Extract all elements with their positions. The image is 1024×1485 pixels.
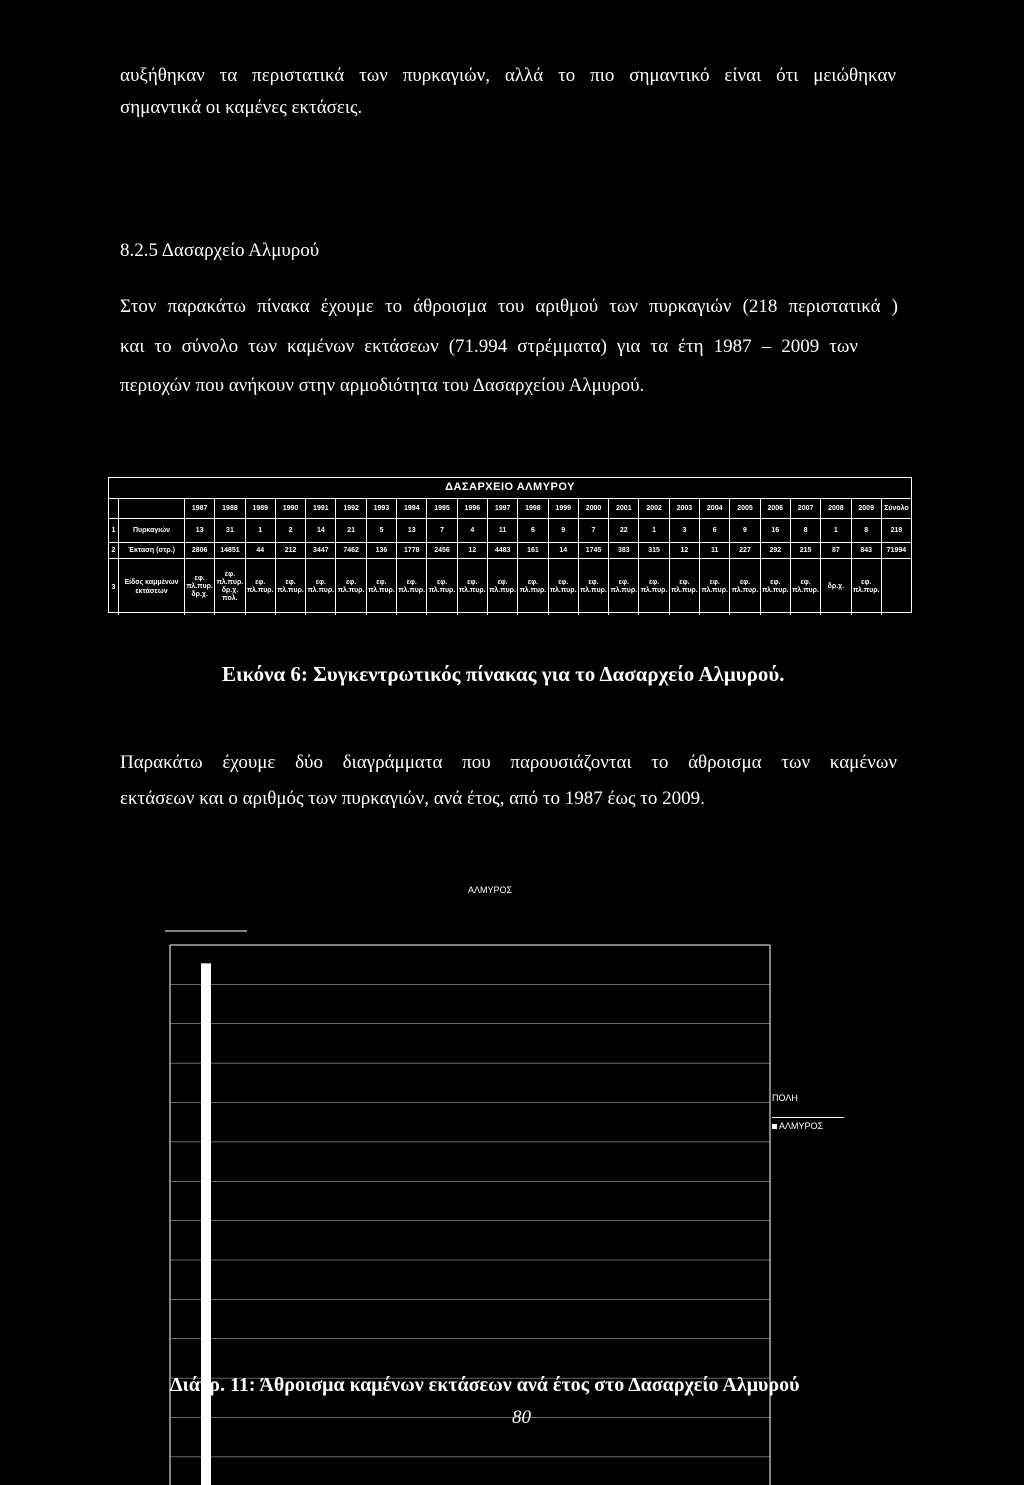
table-cell: 1 <box>639 519 669 542</box>
table-cell: 9 <box>549 519 579 542</box>
table-cell: 6 <box>518 519 548 542</box>
table-cell: 1 <box>246 519 276 542</box>
chart-title: ΑΛΜΥΡΟΣ <box>467 885 513 895</box>
table-header-year: 1995 <box>427 499 457 518</box>
para2-line-2: εκτάσεων και ο αριθμός των πυρκαγιών, ανά έτος, από το 1987 έως το 2009. <box>120 788 705 809</box>
legend-title: ΠΟΛΗ <box>772 1093 798 1103</box>
table-header-year: 1990 <box>276 499 306 518</box>
table-cell: 8 <box>852 519 882 542</box>
table-cell-total: 218 <box>890 526 903 534</box>
table-cell: εφ. πλ.πυρ. <box>579 559 609 615</box>
table-header-year: 1989 <box>246 499 276 518</box>
page-number: 80 <box>512 1407 531 1428</box>
table-cell: εφ. πλ.πυρ. <box>367 559 397 615</box>
table-cell: εφ. πλ.πυρ. <box>276 559 306 615</box>
table-cell: εφ. πλ.πυρ. <box>427 559 457 615</box>
table-cell: 31 <box>215 519 245 542</box>
table-header-year: 1991 <box>306 499 336 518</box>
table-header-year: 2008 <box>821 499 851 518</box>
table-header-year: 1987 <box>185 499 215 518</box>
table-cell: εφ. πλ.πυρ. <box>397 559 427 615</box>
table-cell: εφ. πλ.πυρ. <box>609 559 639 615</box>
table-header-year: 1998 <box>518 499 548 518</box>
para2-line-1: Παρακάτω έχουμε δύο διαγράμματα που παρουσιάζονται το άθροισμα των καμένων <box>120 752 897 773</box>
table-cell: 843 <box>852 543 882 558</box>
table-header-year: 2009 <box>852 499 882 518</box>
table-cell: 2 <box>276 519 306 542</box>
table-cell: 22 <box>609 519 639 542</box>
table-cell-index: 3 <box>109 559 119 615</box>
table-header-year: 1997 <box>488 499 518 518</box>
table-cell: εφ. πλ.πυρ. <box>549 559 579 615</box>
table-cell: εφ. πλ.πυρ. <box>488 559 518 615</box>
table-cell-label: Πυρκαγιών <box>119 519 185 542</box>
table-cell: εφ. πλ.πυρ. <box>730 559 760 615</box>
table-cell: 14 <box>549 543 579 558</box>
table-header-year: 2001 <box>609 499 639 518</box>
table-cell: 383 <box>609 543 639 558</box>
table-header-year: 2000 <box>579 499 609 518</box>
table-cell: 7 <box>427 519 457 542</box>
table-title: ΔΑΣΑΡΧΕΙΟ ΑΛΜΥΡΟΥ <box>445 481 575 493</box>
table-header-year: 1992 <box>336 499 366 518</box>
table-cell: 212 <box>276 543 306 558</box>
table-header-year: 1994 <box>397 499 427 518</box>
table-cell: 14851 <box>215 543 245 558</box>
table-cell: δρ.χ. <box>821 559 851 615</box>
table-header-year: 2005 <box>730 499 760 518</box>
legend-swatch <box>772 1124 777 1129</box>
table-cell: 4483 <box>488 543 518 558</box>
legend-item <box>772 1121 823 1131</box>
legend-label: ΑΛΜΥΡΟΣ <box>779 1121 824 1131</box>
table-cell: 1778 <box>397 543 427 558</box>
table-cell: εφ. πλ.πυρ. <box>761 559 791 615</box>
table-cell: 9 <box>730 519 760 542</box>
table-cell: εφ. πλ.πυρ. <box>852 559 882 615</box>
legend-divider <box>772 1117 844 1118</box>
table-cell: 12 <box>458 543 488 558</box>
table-cell: 14 <box>306 519 336 542</box>
table-cell: 7462 <box>336 543 366 558</box>
table-cell-total: 71994 <box>886 546 907 554</box>
table-cell-label: Έκταση (στρ.) <box>119 543 185 558</box>
table-cell: 5 <box>367 519 397 542</box>
table-cell: εφ. πλ.πυρ. δρ.χ. <box>185 559 215 615</box>
table-cell: 21 <box>336 519 366 542</box>
table-cell: 13 <box>185 519 215 542</box>
table-cell: 4 <box>458 519 488 542</box>
table-cell: 215 <box>791 543 821 558</box>
table-cell: 2456 <box>427 543 457 558</box>
table-cell: 12 <box>670 543 700 558</box>
chart-legend <box>772 1093 844 1131</box>
table-cell-index: 2 <box>109 543 119 558</box>
table-cell: εφ. πλ.πυρ. <box>700 559 730 615</box>
table-header-year: 2002 <box>639 499 669 518</box>
table-cell-index: 1 <box>109 519 119 542</box>
table-cell: εφ. πλ.πυρ. <box>306 559 336 615</box>
table-cell: 1745 <box>579 543 609 558</box>
table-header-year: 1988 <box>215 499 245 518</box>
table-cell: εφ. πλ.πυρ. <box>246 559 276 615</box>
table-cell: 1 <box>821 519 851 542</box>
table-cell: 8 <box>791 519 821 542</box>
table-cell: 161 <box>518 543 548 558</box>
section-line-3: περιοχών που ανήκουν στην αρμοδιότητα του Δασαρχείου Αλμυρού. <box>120 375 645 396</box>
table-cell: 6 <box>700 519 730 542</box>
bar <box>201 963 211 1485</box>
section-heading: 8.2.5 Δασαρχείο Αλμυρού <box>120 240 320 261</box>
table-cell: 44 <box>246 543 276 558</box>
table-cell: 13 <box>397 519 427 542</box>
table-header-year: 1996 <box>458 499 488 518</box>
section-line-2: και το σύνολο των καμένων εκτάσεων (71.994 στρέμματα) για τα έτη 1987 – 2009 των <box>120 336 858 357</box>
table-cell: 227 <box>730 543 760 558</box>
table-cell: εφ. πλ.πυρ. <box>791 559 821 615</box>
table-cell: εφ. πλ.πυρ. <box>518 559 548 615</box>
table-cell: 87 <box>821 543 851 558</box>
section-line-1: Στον παρακάτω πίνακα έχουμε το άθροισμα του αριθμού των πυρκαγιών (218 περιστατικά ) <box>120 296 898 317</box>
table-cell: 16 <box>761 519 791 542</box>
table-cell-label: Είδος καμμένων εκτάσεων <box>119 559 185 615</box>
table-cell: 7 <box>579 519 609 542</box>
table-cell: 292 <box>761 543 791 558</box>
table-cell: εφ. πλ.πυρ. <box>458 559 488 615</box>
table-header-year: 2003 <box>670 499 700 518</box>
chart-caption: Διάγρ. 11: Άθροισμα καμένων εκτάσεων ανά έτος στο Δασαρχείο Αλμυρού <box>170 1374 800 1396</box>
table-header-year: 2004 <box>700 499 730 518</box>
table-cell: εφ. πλ.πυρ. <box>670 559 700 615</box>
table-header-total: Σύνολο <box>884 504 909 512</box>
table-cell: εφ. πλ.πυρ. <box>639 559 669 615</box>
table-cell: εφ. πλ.πυρ. <box>336 559 366 615</box>
figure-caption: Εικόνα 6: Συγκεντρωτικός πίνακας για το Δασαρχείο Αλμυρού. <box>222 662 785 686</box>
table-cell: 315 <box>639 543 669 558</box>
table-header-year: 1993 <box>367 499 397 518</box>
intro-line-1: αυξήθηκαν τα περιστατικά των πυρκαγιών, αλλά το πιο σημαντικό είναι ότι μειώθηκαν <box>120 65 896 86</box>
table-cell: 2806 <box>185 543 215 558</box>
table-header-year: 2007 <box>791 499 821 518</box>
table-header-year: 2006 <box>761 499 791 518</box>
table-cell: 3 <box>670 519 700 542</box>
table-cell: εφ. πλ.πυρ. δρ.χ. πολ. <box>215 559 245 615</box>
table-cell: 3447 <box>306 543 336 558</box>
table-header-year: 1999 <box>549 499 579 518</box>
table-cell: 136 <box>367 543 397 558</box>
table-cell: 11 <box>488 519 518 542</box>
table-cell: 11 <box>700 543 730 558</box>
intro-line-2: σημαντικά οι καμένες εκτάσεις. <box>120 97 363 118</box>
